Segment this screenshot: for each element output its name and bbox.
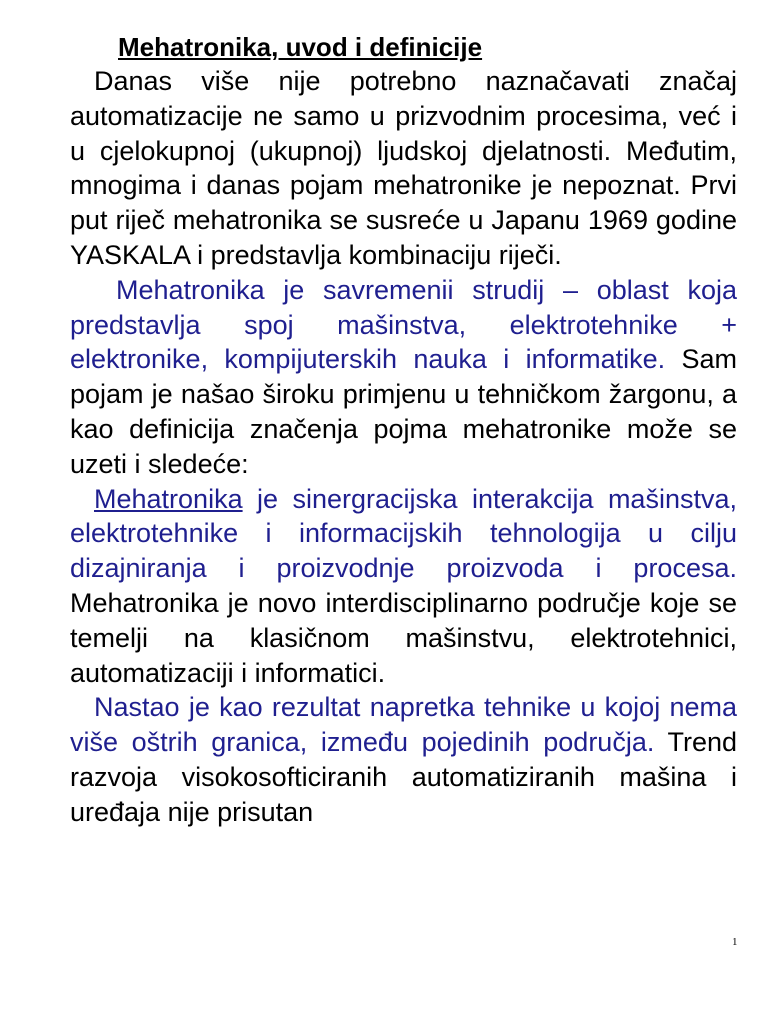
paragraph-definition-study: [70, 273, 737, 482]
page-title: Mehatronika, uvod i definicije: [118, 32, 483, 62]
document-page: [70, 30, 737, 830]
paragraph-interdisciplinary-text: Mehatronika je novo interdisciplinarno područje koje se temelji na klasičnom mašinstvu, elektrotehnici, automatizaciji i informatici.: [70, 587, 737, 688]
paragraph-trend-text: Trend razvoja visokosofticiranih automatiziranih mašina i uređaja nije prisutan: [70, 727, 737, 827]
paragraph-intro: [70, 64, 737, 273]
highlighted-interaction: je sinergracijska interakcija mašinstva, elektrotehnike i informacijskih tehnologija u cilju dizajniranja i proizvodnje proizvoda i procesa.: [70, 483, 737, 584]
paragraph-definition-text: Sam pojam je našao široku primjenu u tehničkom žargonu, a kao definicija značenja pojma mehatronike može se uzeti i sledeće:: [70, 344, 737, 479]
term-mehatronika: Mehatronika: [94, 483, 243, 514]
paragraph-origin: [70, 690, 737, 829]
paragraph-definition-mechatronics: [70, 482, 737, 691]
highlighted-definition: Mehatronika je savremenii strudij – oblast koja predstavlja spoj mašinstva, elektrotehnike + elektronike, kompijuterskih nauka i informatike.: [70, 274, 737, 375]
page-number: 1: [732, 936, 738, 948]
highlighted-origin: Nastao je kao rezultat napretka tehnike u kojoj nema više oštrih granica, između pojedinih područja.: [70, 692, 737, 758]
paragraph-intro-text: Danas više nije potrebno naznačavati značaj automatizacije ne samo u prizvodnim procesima, već i u cjelokupnoj (ukupnoj) ljudskoj djelatnosti. Međutim, mnogima i danas pojam mehatronike je nepoznat. Prvi put riječ mehatronika se susreće u Japanu 1969 godine YASKALA i predstavlja kombinaciju riječi.: [70, 66, 737, 270]
